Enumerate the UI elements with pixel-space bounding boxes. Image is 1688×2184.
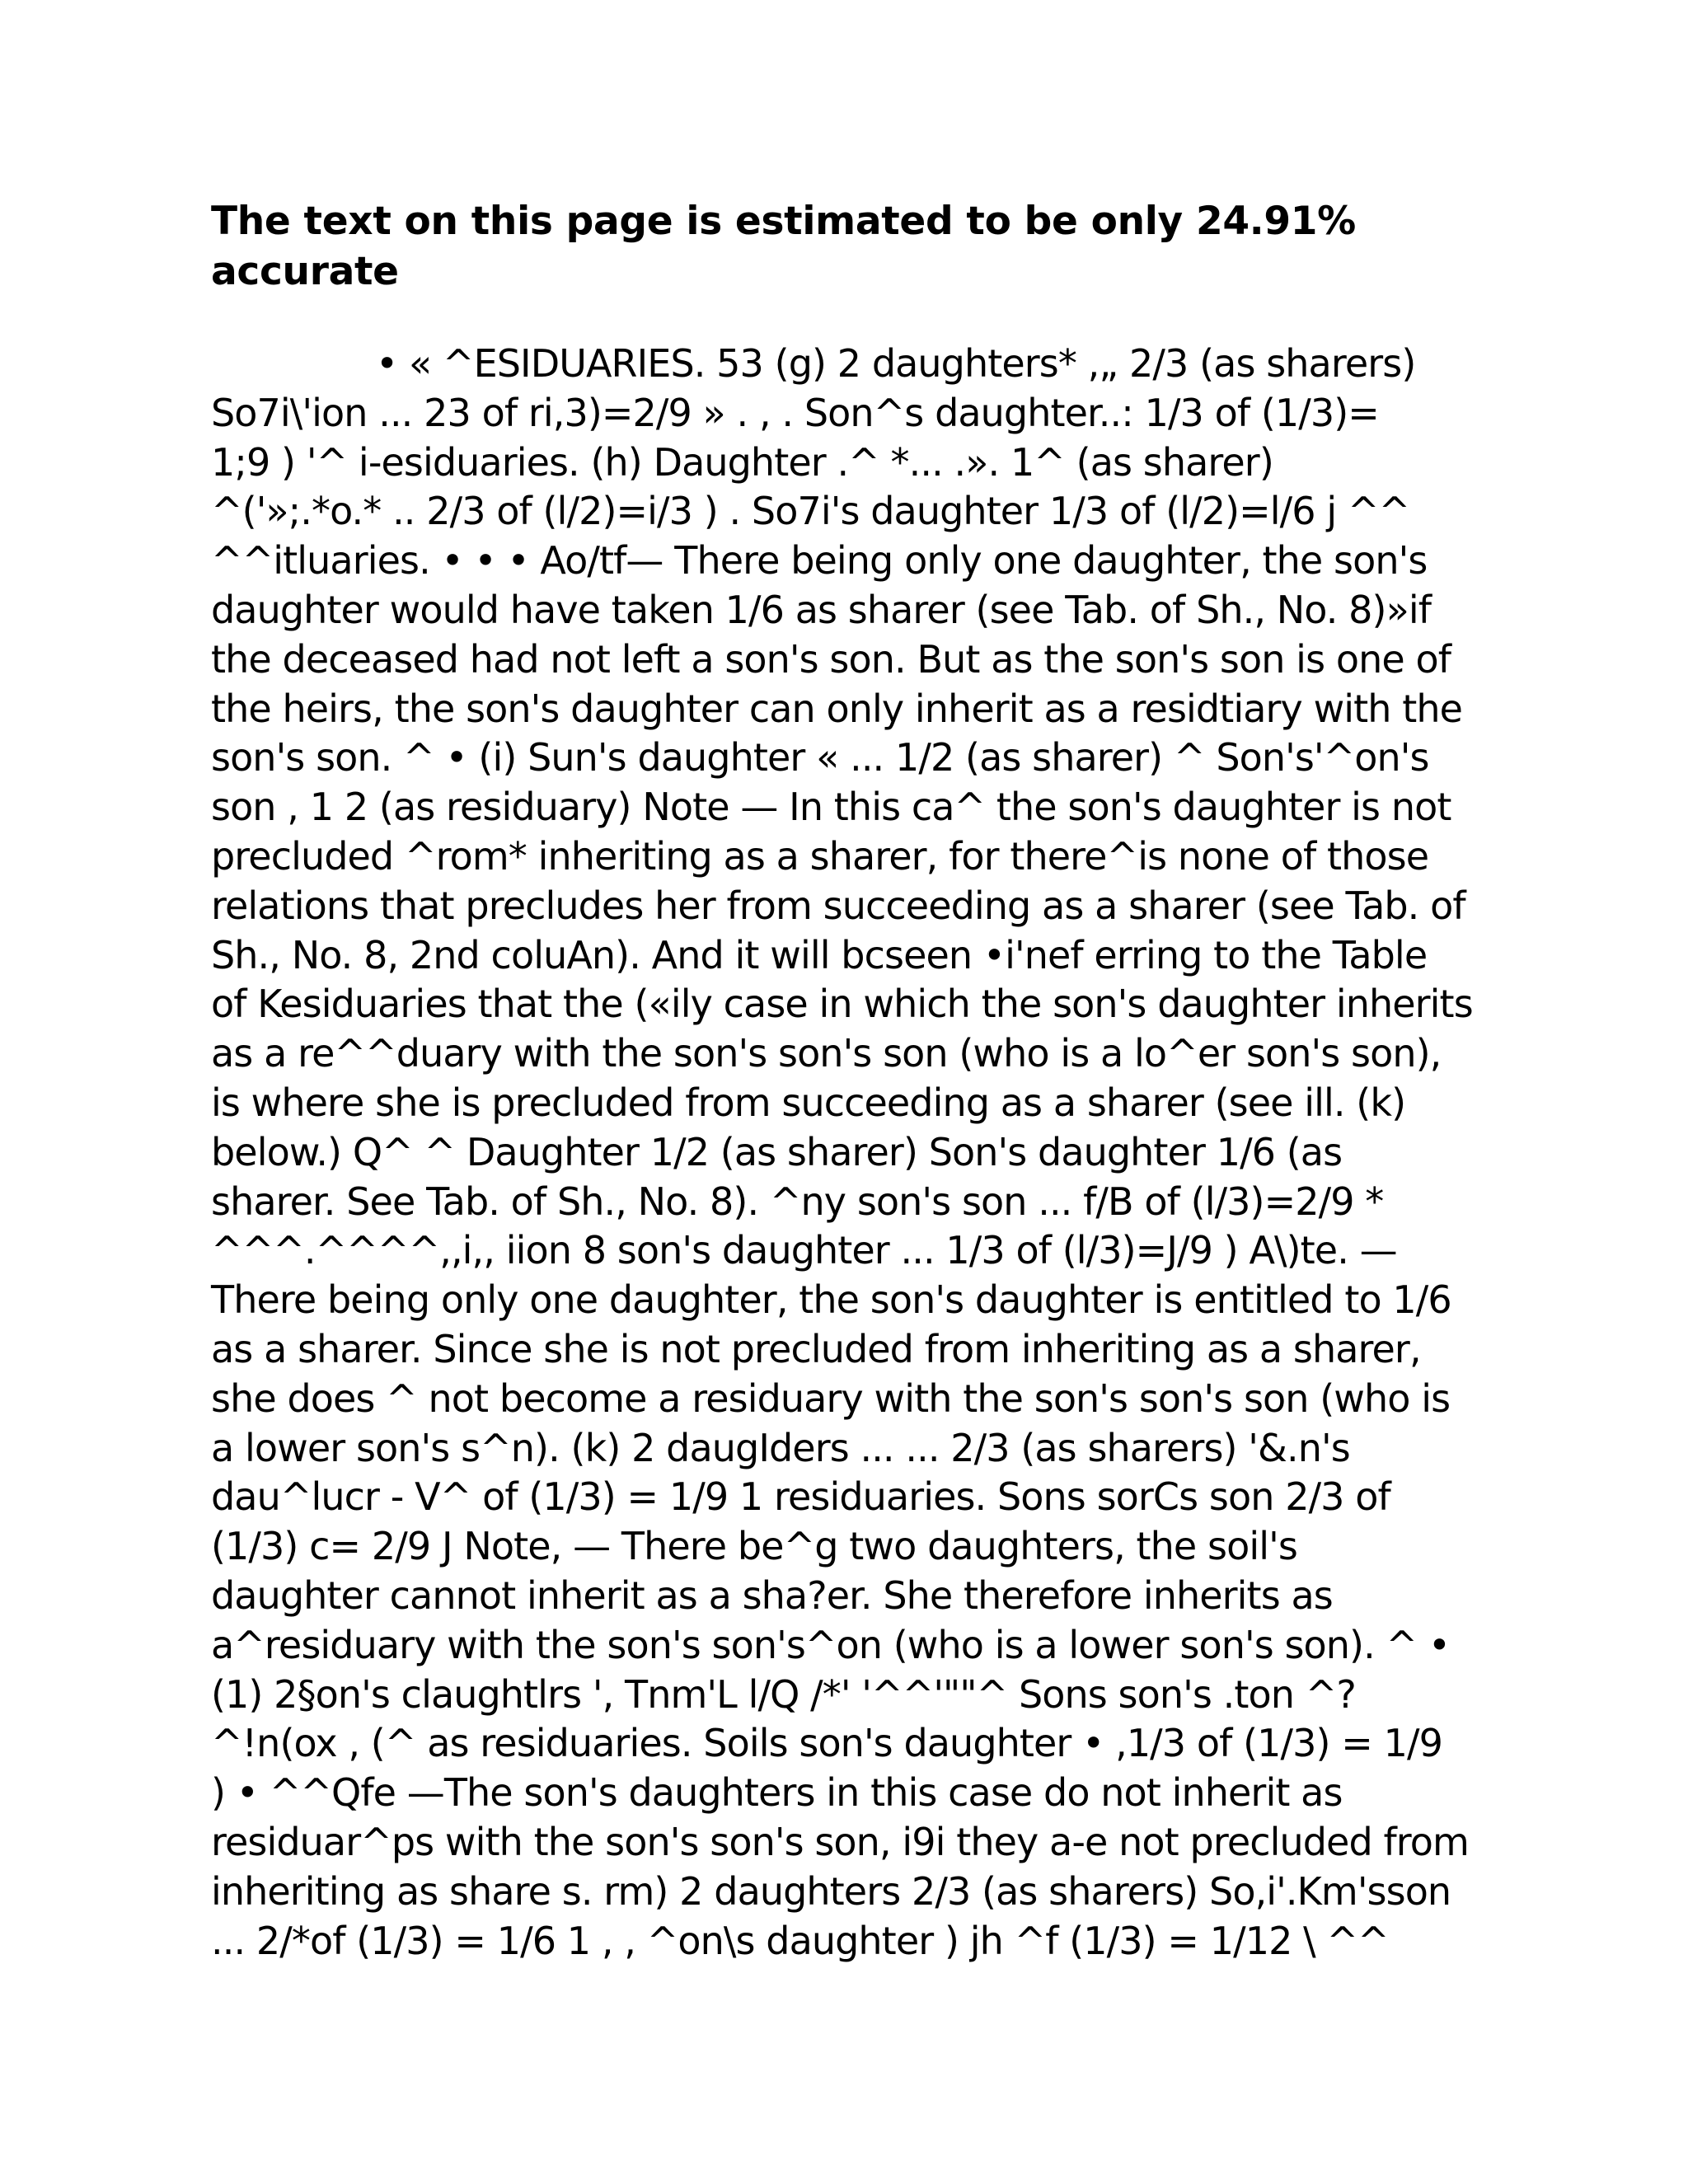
body-text-line: as a sharer. Since she is not precluded from inheriting as a sharer, <box>211 1326 1421 1371</box>
body-text-line: residuar^ps with the son's son's son, i9i they a-e not precluded from <box>211 1819 1469 1864</box>
body-text-line: sharer. See Tab. of Sh., No. 8). ^ny son's son ... f/B of (l/3)=2/9 * <box>211 1179 1384 1224</box>
body-text-line: precluded ^rom* inheriting as a sharer, for there^is none of those <box>211 833 1429 879</box>
body-text-line: Sh., No. 8, 2nd coluAn). And it will bcseen •i'nef erring to the Table <box>211 932 1428 977</box>
body-text-line: son , 1 2 (as residuary) Note — In this ca^ the son's daughter is not <box>211 785 1451 830</box>
body-text-line: • « ^ESIDUARIES. 53 (g) 2 daughters* ,„ 2/3 (as sharers) <box>376 341 1416 386</box>
body-text-line: inheriting as share s. rm) 2 daughters 2/3 (as sharers) So,i'.Km'sson <box>211 1868 1451 1914</box>
ocr-body-text <box>211 340 1489 1966</box>
accuracy-heading <box>211 196 1447 297</box>
body-text-line: (1/3) c= 2/9 J Note, — There be^g two daughters, the soil's <box>211 1524 1297 1569</box>
body-text-line: ^^itluaries. • • • Ao/tf— There being only one daughter, the son's <box>211 538 1428 583</box>
body-text-line: ^('»;.*o.* .. 2/3 of (l/2)=i/3 ) . So7i's daughter 1/3 of (l/2)=l/6 j ^^ <box>211 489 1410 534</box>
body-text-line: (1) 2§on's claughtlrs ', Tnm'L l/Q /*' '^^'""^ Sons son's .ton ^? <box>211 1671 1356 1717</box>
accuracy-heading-line: The text on this page is estimated to be only 24.91% <box>211 199 1356 244</box>
body-text-line: she does ^ not become a residuary with the son's son's son (who is <box>211 1376 1451 1421</box>
body-text-line: ^^^.^^^^,,i,, iion 8 son's daughter ... 1/3 of (l/3)=J/9 ) A\)te. — <box>211 1228 1397 1273</box>
body-text-line: daughter cannot inherit as a sha?er. She therefore inherits as <box>211 1572 1333 1618</box>
body-text-line: below.) Q^ ^ Daughter 1/2 (as sharer) Son's daughter 1/6 (as <box>211 1129 1343 1174</box>
body-text-line: There being only one daughter, the son's daughter is entitled to 1/6 <box>211 1277 1451 1323</box>
body-text-line: ^!n(ox , (^ as residuaries. Soils son's daughter • ,1/3 of (1/3) = 1/9 <box>211 1721 1442 1766</box>
body-text-line: a^residuary with the son's son's^on (who is a lower son's son). ^ • <box>211 1622 1451 1667</box>
body-text-line: dau^lucr - V^ of (1/3) = 1/9 1 residuaries. Sons sorCs son 2/3 of <box>211 1474 1390 1520</box>
body-text-line: ... 2/*of (1/3) = 1/6 1 , , ^on\s daughter ) jh ^f (1/3) = 1/12 \ ^^ <box>211 1918 1389 1963</box>
body-text-line: of Kesiduaries that the («ily case in which the son's daughter inherits <box>211 982 1473 1027</box>
body-text-line: as a re^^duary with the son's son's son (who is a lo^er son's son), <box>211 1031 1442 1076</box>
accuracy-heading-line: accurate <box>211 249 399 294</box>
body-text-line: relations that precludes her from succeeding as a sharer (see Tab. of <box>211 883 1465 928</box>
body-text-line: is where she is precluded from succeeding as a sharer (see ill. (k) <box>211 1080 1406 1125</box>
body-text-line: So7i\'ion ... 23 of ri,3)=2/9 » . , . Son^s daughter..: 1/3 of (1/3)= <box>211 390 1379 435</box>
body-text-line: the heirs, the son's daughter can only inherit as a residtiary with the <box>211 686 1463 731</box>
body-text-line: ) • ^^Qfe —The son's daughters in this case do not inherit as <box>211 1770 1343 1816</box>
body-text-line: daughter would have taken 1/6 as sharer (see Tab. of Sh., No. 8)»if <box>211 587 1432 632</box>
body-text-line: a lower son's s^n). (k) 2 daugIders ... ... 2/3 (as sharers) '&.n's <box>211 1425 1350 1470</box>
body-text-line: the deceased had not left a son's son. But as the son's son is one of <box>211 636 1451 682</box>
body-text-line: son's son. ^ • (i) Sun's daughter « ... 1/2 (as sharer) ^ Son's'^on's <box>211 735 1429 780</box>
body-text-line: 1;9 ) '^ i-esiduaries. (h) Daughter .^ *... .». 1^ (as sharer) <box>211 439 1273 485</box>
